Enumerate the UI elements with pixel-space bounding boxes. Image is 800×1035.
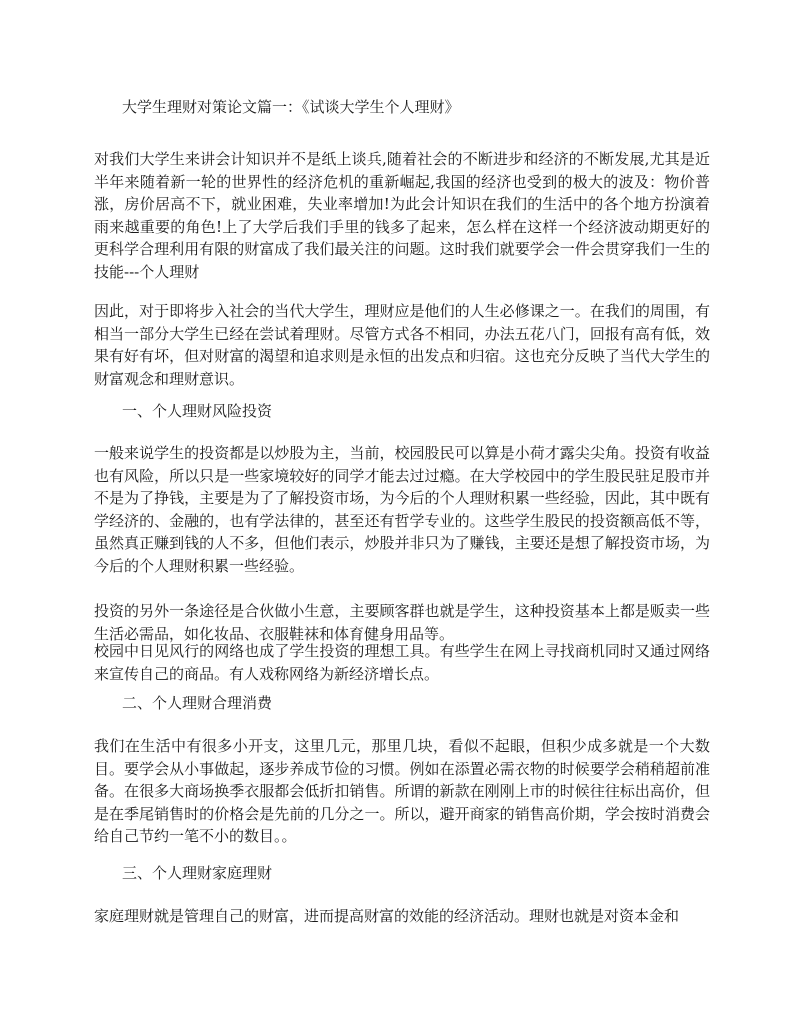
document-title: 大学生理财对策论文篇一：《试谈大学生个人理财》 xyxy=(122,98,460,116)
paragraph-intro: 对我们大学生来讲会计知识并不是纸上谈兵,随着社会的不断进步和经济的不断发展,尤其是近半年来随着新一轮的世界性的经济危机的重新崛起,我国的经济也受到的极大的波及：物价普涨，房价居高不下，就业困难，失业率增加!为此会计知识在我们的生活中的各个地方扮演着雨来越重要的角色!上了大学后我们手里的钱多了起来，怎么样在这样一个经济波动期更好的更科学合理利用有限的财富成了我们最关注的问题。这时我们就要学会一件会贯穿我们一生的技能---个人理财 xyxy=(94,150,710,281)
paragraph-online-investment: 校园中日见风行的网络也成了学生投资的理想工具。有些学生在网上寻找商机同时又通过网络来宣传自己的商品。有人戏称网络为新经济增长点。 xyxy=(94,642,710,683)
paragraph-small-business: 投资的另外一条途径是合伙做小生意，主要顾客群也就是学生，这种投资基本上都是贩卖一些生活必需品，如化妆品、衣服鞋袜和体育健身用品等。 xyxy=(94,602,710,643)
paragraph-therefore: 因此，对于即将步入社会的当代大学生，理财应是他们的人生必修课之一。在我们的周围，有相当一部分大学生已经在尝试着理财。尽管方式各不相同，办法五花八门，回报有高有低，效果有好有坏，但对财富的渴望和追求则是永恒的出发点和归宿。这也充分反映了当代大学生的财富观念和理财意识。 xyxy=(94,302,710,388)
paragraph-stock-investment: 一般来说学生的投资都是以炒股为主，当前，校园股民可以算是小荷才露尖尖角。投资有收益也有风险，所以只是一些家境较好的同学才能去过过瘾。在大学校园中的学生股民驻足股市并不是为了挣钱，主要是为了了解投资市场，为今后的个人理财积累一些经验，因此，其中既有学经济的、金融的，也有学法律的，甚至还有哲学专业的。这些学生股民的投资额高低不等，虽然真正赚到钱的人不多，但他们表示，炒股并非只为了赚钱，主要还是想了解投资市场，为今后的个人理财积累一些经验。 xyxy=(94,444,710,575)
section-heading-reasonable-consumption: 二、个人理财合理消费 xyxy=(122,694,273,712)
section-heading-family-finance: 三、个人理财家庭理财 xyxy=(122,864,273,882)
paragraph-consumption: 我们在生活中有很多小开支，这里几元，那里几块，看似不起眼，但积少成多就是一个大数目。要学会从小事做起，逐步养成节俭的习惯。例如在添置必需衣物的时候要学会稍稍超前准备。在很多大商场换季衣服都会低折扣销售。所谓的新款在刚刚上市的时候往往标出高价，但是在季尾销售时的价格会是先前的几分之一。所以，避开商家的销售高价期，学会按时消费会给自己节约一笔不小的数目。。 xyxy=(94,737,710,846)
section-heading-risk-investment: 一、个人理财风险投资 xyxy=(122,402,273,420)
paragraph-family-finance: 家庭理财就是管理自己的财富，进而提高财富的效能的经济活动。理财也就是对资本金和 xyxy=(94,907,680,925)
